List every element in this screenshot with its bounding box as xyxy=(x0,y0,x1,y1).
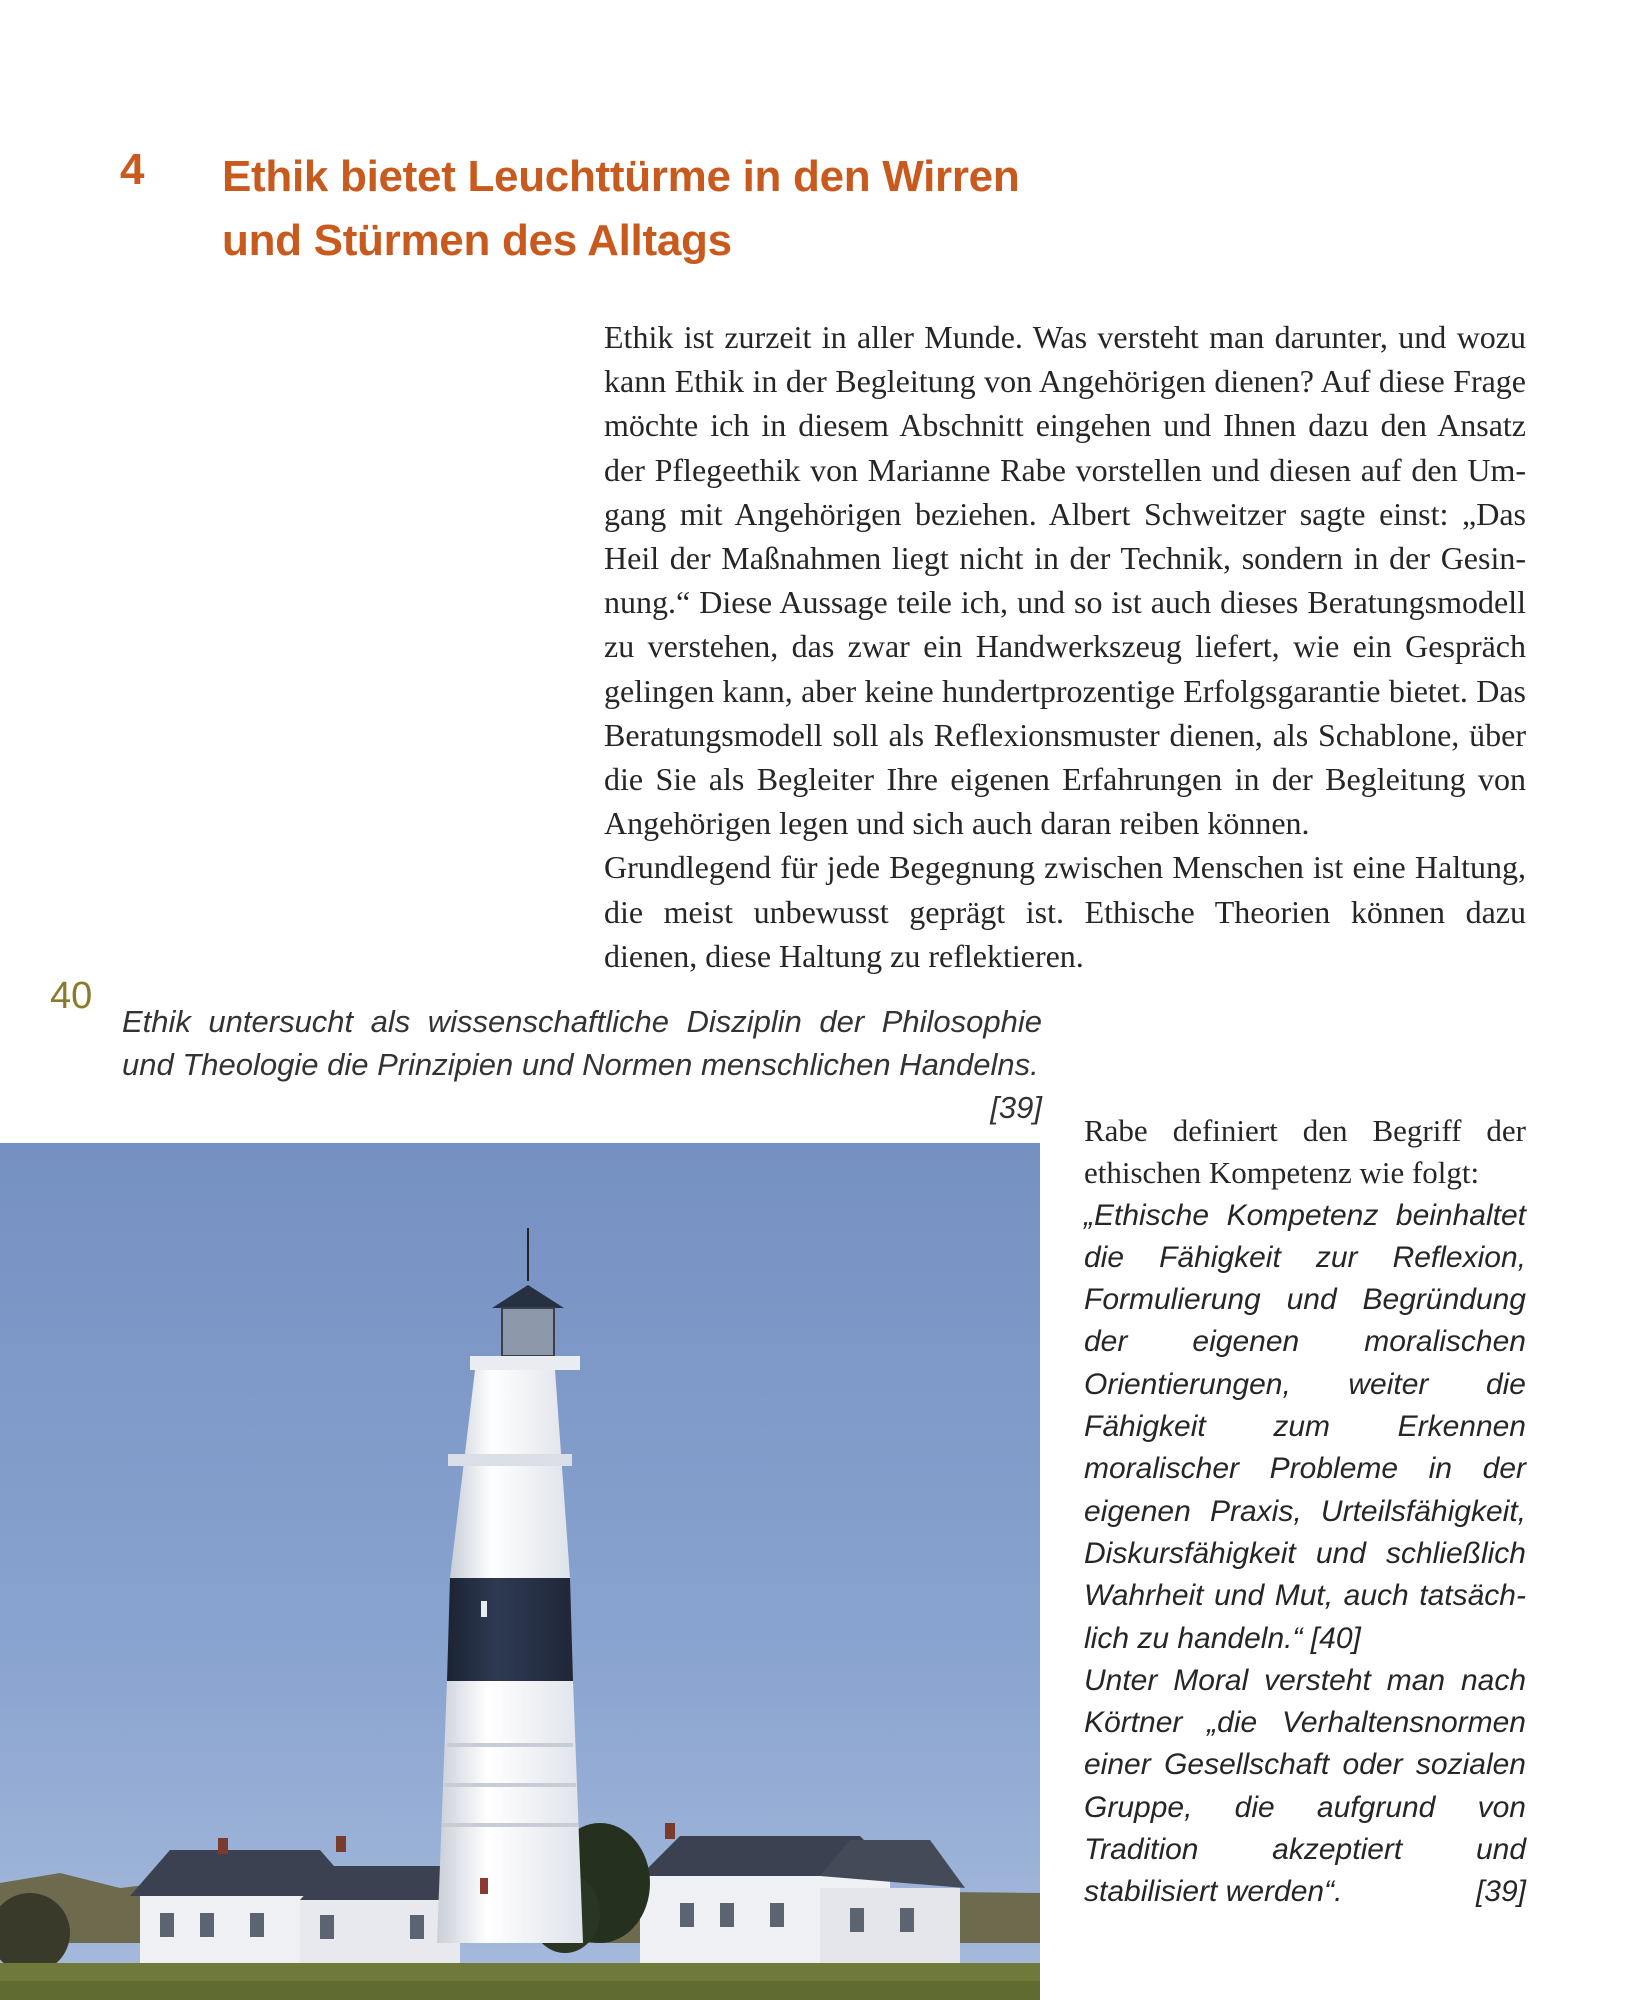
side-quote-moral-text: Unter Moral versteht man nach Körtner „die Verhaltensnormen einer Gesellschaft oder sozialen Gruppe, die aufgrund von Tradition akzeptiert und stabilisiert werden“. xyxy=(1084,1663,1526,1909)
side-quote-moral xyxy=(1084,1660,1526,1914)
quote-box xyxy=(122,1000,1042,1129)
chapter-title xyxy=(222,145,1122,273)
page-number: 40 xyxy=(50,975,93,1017)
lighthouse-photo xyxy=(0,1143,1040,2000)
chapter-title-line-1: Ethik bietet Leuchttürme in den Wirren xyxy=(222,152,1020,201)
quote-text: Ethik untersucht als wissenschaftliche Disziplin der Philosophie und Theologie die Prinzipien und Normen menschlichen Handelns. xyxy=(122,1004,1042,1082)
body-paragraph-2: Grundlegend für jede Begegnung zwischen Menschen ist eine Haltung, die meist unbewusst geprägt ist. Ethische Theorien können dazu dienen, diese Haltung zu reflektieren. xyxy=(604,849,1526,974)
chapter-number: 4 xyxy=(120,145,145,194)
side-intro: Rabe definiert den Begriff der ethischen Kompetenz wie folgt: xyxy=(1084,1113,1526,1191)
side-text xyxy=(1084,1110,1526,1914)
quote-citation: [39] xyxy=(990,1090,1042,1125)
side-quote-ethics: „Ethische Kompetenz beinhaltet die Fähigkeit zur Reflexion, Formulierung und Begründung der eigenen moralischen Orientierungen, weiter die Fähigkeit zum Erkennen moralischer Probleme in der eigenen Praxis, Urteilsfähigkeit, Diskursfähigkeit und schließlich Wahrheit und Mut, auch tatsächlich zu handeln.“ [40] xyxy=(1084,1198,1526,1655)
body-paragraph-1: Ethik ist zurzeit in aller Munde. Was versteht man darunter, und wozu kann Ethik in der Begleitung von Angehörigen dienen? Auf diese Frage möchte ich in diesem Abschnitt eingehen und Ihnen dazu den Ansatz der Pflegeethik von Marianne Rabe vorstellen und diesen auf den Umgang mit Angehörigen beziehen. Albert Schweitzer sagte einst: „Das Heil der Maßnahmen liegt nicht in der Technik, sondern in der Gesinnung.“ Diese Aussage teile ich, und so ist auch dieses Beratungsmodell zu verstehen, das zwar ein Handwerkszeug liefert, wie ein Gespräch gelingen kann, aber keine hundertprozentige Erfolgsgarantie bietet. Das Beratungsmodell soll als Reflexionsmuster dienen, als Schablone, über die Sie als Begleiter Ihre eigenen Erfahrungen in der Begleitung von Angehörigen legen und sich auch daran reiben können. xyxy=(604,319,1526,842)
body-text xyxy=(604,315,1526,978)
chapter-title-line-2: und Stürmen des Alltags xyxy=(222,216,732,265)
side-quote-moral-citation: [39] xyxy=(1475,1875,1526,1909)
